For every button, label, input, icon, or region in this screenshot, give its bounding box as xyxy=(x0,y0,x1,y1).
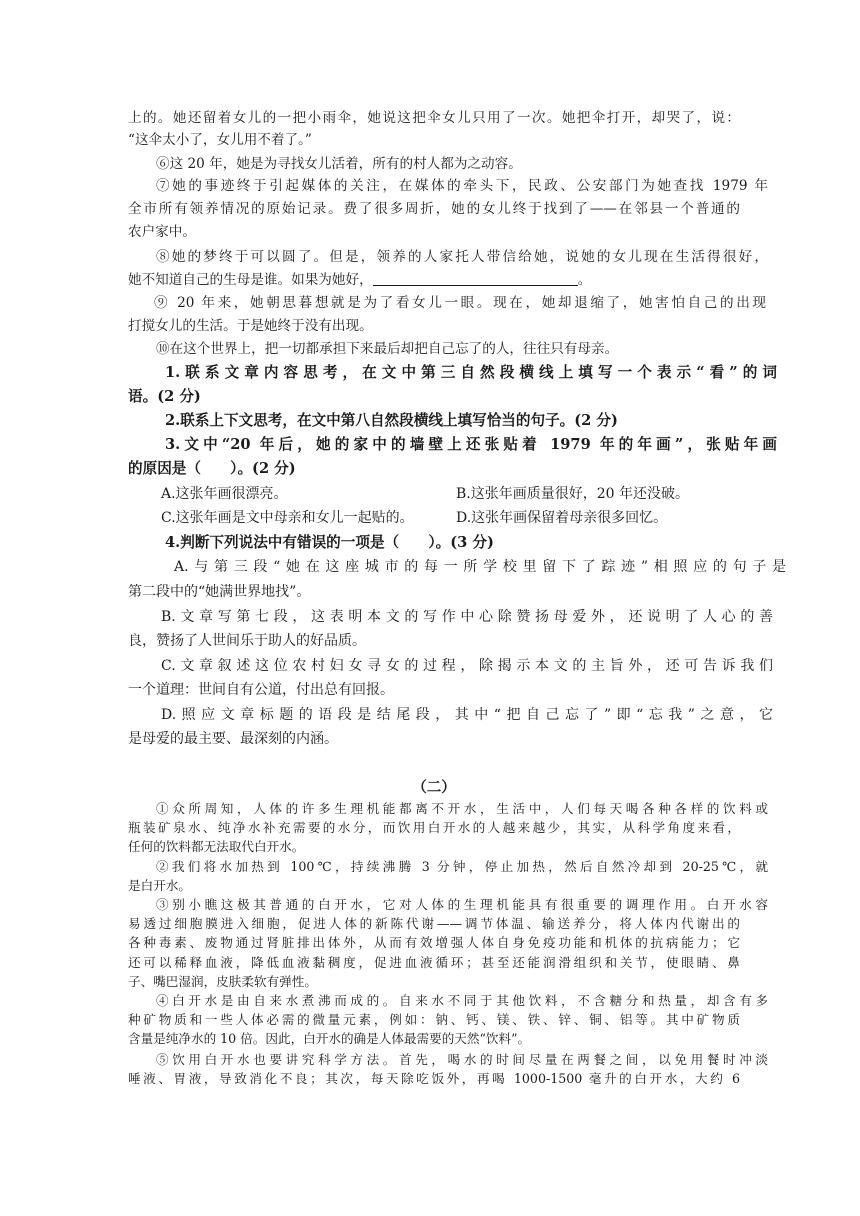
paragraph-text: 。 xyxy=(577,272,592,288)
question-1: 1.联系文章内容思考，在文中第三自然段横线上填写一个表示“看”的词 xyxy=(165,364,777,381)
option-c-cont: 一个道理：世间自有公道，付出总有回报。 xyxy=(128,682,394,698)
question-3-cont: 的原因是（ ）。(2 分) xyxy=(128,460,296,477)
paragraph-line: 种矿物质和一些人体必需的微量元素，例如：钠、钙、镁、铁、锌、铜、铝等。其中矿物质 xyxy=(128,1012,740,1027)
paragraph-text: 她不知道自己的生母是谁。如果为她好， xyxy=(128,272,373,288)
paragraph-line: 唾液、胃液，导致消化不良；其次，每天除吃饭外，再喝 1000-1500 毫升的白开水，大约 6 xyxy=(128,1071,740,1086)
paragraph-line: 是白开水。 xyxy=(128,878,191,893)
option-d[interactable]: D.这张年画保留着母亲很多回忆。 xyxy=(456,510,668,526)
paragraph-line: ⑥这 20 年，她是为寻找女儿活着，所有的村人都为之动容。 xyxy=(156,156,522,172)
paragraph-line: 易透过细胞膜进入细胞，促进人体的新陈代谢——调节体温、输送养分，将人体内代谢出的 xyxy=(128,916,740,931)
option-c[interactable]: C.这张年画是文中母亲和女儿一起贴的。 xyxy=(161,510,414,526)
option-b[interactable]: B.文章写第七段，这表明本文的写作中心除赞扬母爱外，还说明了人心的善 xyxy=(161,609,773,625)
paragraph-line: ⑦她的事迹终于引起媒体的关注，在媒体的牵头下，民政、公安部门为她查找 1979 年 xyxy=(156,178,768,194)
paragraph-line xyxy=(128,269,740,291)
question-2: 2.联系上下文思考，在文中第八自然段横线上填写恰当的句子。(2 分) xyxy=(165,412,618,429)
option-d[interactable]: D.照应文章标题的语段是结尾段，其中“把自己忘了”即“忘我”之意，它 xyxy=(161,707,773,723)
paragraph-line: ②我们将水加热到 100℃，持续沸腾 3 分钟，停止加热，然后自然冷却到 20-25℃，就 xyxy=(156,859,768,874)
option-b[interactable]: B.这张年画质量很好，20 年还没破。 xyxy=(456,486,690,502)
paragraph-line: 各种毒素、废物通过肾脏排出体外，从而有效增强人体自身免疫功能和机体的抗病能力；它 xyxy=(128,935,740,950)
option-a[interactable]: A.这张年画很漂亮。 xyxy=(161,486,288,502)
paragraph-line: ④白开水是由自来水煮沸而成的。自来水不同于其他饮料，不含糖分和热量，却含有多 xyxy=(156,993,768,1008)
paragraph-line: 子、嘴巴湿润，皮肤柔软有弹性。 xyxy=(128,974,317,989)
paragraph-line: 瓶装矿泉水、纯净水补充需要的水分，而饮用白开水的人越来越少，其实，从科学角度来看， xyxy=(128,820,740,835)
paragraph-line: 任何的饮料都无法取代白开水。 xyxy=(128,839,305,854)
paragraph-line: ③别小瞧这极其普通的白开水，它对人体的生理机能具有很重要的调理作用。白开水容 xyxy=(156,897,768,912)
paragraph-line: “这伞太小了，女儿用不着了。” xyxy=(128,132,312,148)
paragraph-line: ⑨ 20 年来，她朝思暮想就是为了看女儿一眼。现在，她却退缩了，她害怕自己的出现 xyxy=(154,295,766,311)
section-title: （二） xyxy=(412,779,456,796)
question-3-options-row-2 xyxy=(128,506,773,530)
paragraph-line: 全市所有领养情况的原始记录。费了很多周折，她的女儿终于找到了——在邻县一个普通的 xyxy=(128,201,740,217)
paragraph-line: 打搅女儿的生活。于是她终于没有出现。 xyxy=(128,318,373,334)
question-1-cont: 语。(2 分) xyxy=(128,388,201,405)
option-d-cont: 是母爱的最主要、最深刻的内涵。 xyxy=(128,731,338,747)
option-a[interactable]: A.与第三段“她在这座城市的每一所学校里留下了踪迹”相照应的句子是 xyxy=(174,559,786,575)
paragraph-line: ⑧她的梦终于可以圆了。但是，领养的人家托人带信给她，说她的女儿现在生活得很好， xyxy=(156,249,768,265)
option-c[interactable]: C.文章叙述这位农村妇女寻女的过程，除揭示本文的主旨外，还可告诉我们 xyxy=(161,658,773,674)
paragraph-line: 农户家中。 xyxy=(128,224,196,240)
paragraph-line: ⑤饮用白开水也要讲究科学方法。首先，喝水的时间尽量在两餐之间，以免用餐时冲淡 xyxy=(156,1052,768,1067)
option-b-cont: 良，赞扬了人世间乐于助人的好品质。 xyxy=(128,633,366,649)
question-3: 3.文中“20 年后，她的家中的墙壁上还张贴着 1979 年的年画”，张贴年画 xyxy=(165,436,777,453)
question-4: 4.判断下列说法中有错误的一项是（ ）。(3 分) xyxy=(165,534,494,551)
paragraph-line: ⑩在这个世界上，把一切都承担下来最后却把自己忘了的人，往往只有母亲。 xyxy=(156,341,619,357)
paragraph-line: ①众所周知，人体的许多生理机能都离不开水，生活中，人们每天喝各种各样的饮料或 xyxy=(156,801,768,816)
paragraph-line: 含量是纯净水的 10 倍。因此，白开水的确是人体最需要的天然“饮料”。 xyxy=(128,1031,531,1046)
paragraph-line: 还可以稀释血液，降低血液黏稠度，促进血液循环；甚至还能润滑组织和关节，使眼睛、鼻 xyxy=(128,955,740,970)
question-3-options-row-1 xyxy=(128,482,773,506)
option-a-cont: 第二段中的“她满世界地找”。 xyxy=(128,584,311,600)
paragraph-line: 上的。她还留着女儿的一把小雨伞，她说这把伞女儿只用了一次。她把伞打开，却哭了，说： xyxy=(128,110,740,126)
answer-blank[interactable] xyxy=(373,271,578,286)
